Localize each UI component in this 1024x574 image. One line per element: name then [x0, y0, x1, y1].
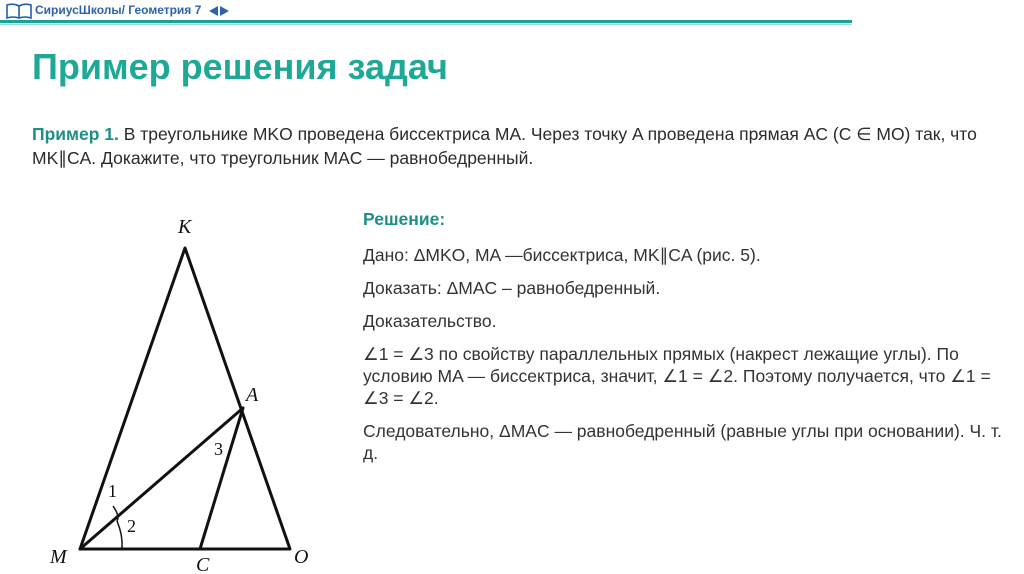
- segment-ac: [200, 408, 243, 549]
- solution-block: [363, 208, 1003, 475]
- point-c-label: C: [196, 554, 210, 574]
- prove-line: Доказать: ΔMAC – равнобедренный.: [363, 278, 661, 298]
- slide-title: Пример решения задач: [32, 46, 448, 87]
- proof-step: ∠1 = ∠3 по свойству параллельных прямых (накрест лежащие углы). По условию MA — биссектриса, значит, ∠1 = ∠2. Поэтому получается, что ∠1 = ∠3 = ∠2.: [363, 344, 991, 408]
- given-line: Дано: ΔMKO, MA —биссектриса, MK∥CA (рис. 5).: [363, 245, 761, 265]
- point-m-label: M: [50, 546, 67, 568]
- header-divider: [0, 20, 852, 23]
- angle-1-label: 1: [108, 481, 117, 501]
- proof-conclusion: Следовательно, ΔMAC — равнобедренный (равные углы при основании). Ч. т. д.: [363, 421, 1002, 463]
- angle-arc-2: [117, 521, 122, 549]
- problem-text: В треугольнике MKO проведена биссектриса MA. Через точку A проведена прямая AC (C ∈ MO) так, что MK∥CA. Докажите, что треугольник MAC — равнобедренный.: [32, 124, 977, 168]
- problem-statement: [32, 122, 992, 170]
- triangle-figure: [40, 205, 340, 574]
- header-bar: [0, 0, 1024, 22]
- header-divider-thin: [0, 24, 852, 25]
- point-k-label: K: [178, 216, 192, 238]
- triangle-mko: [80, 248, 290, 549]
- problem-label: Пример 1.: [32, 124, 119, 144]
- open-book-icon: [6, 3, 32, 19]
- angle-3-label: 3: [214, 439, 223, 459]
- point-o-label: O: [294, 546, 309, 568]
- angle-2-label: 2: [127, 516, 136, 536]
- point-a-label: A: [246, 384, 259, 406]
- solution-title: Решение:: [363, 209, 446, 229]
- diamond-arrows-icon[interactable]: [209, 6, 229, 16]
- proof-heading: Доказательство.: [363, 311, 497, 331]
- course-brand: [35, 3, 229, 17]
- course-brand-text: СириусШколы/ Геометрия 7: [35, 3, 202, 17]
